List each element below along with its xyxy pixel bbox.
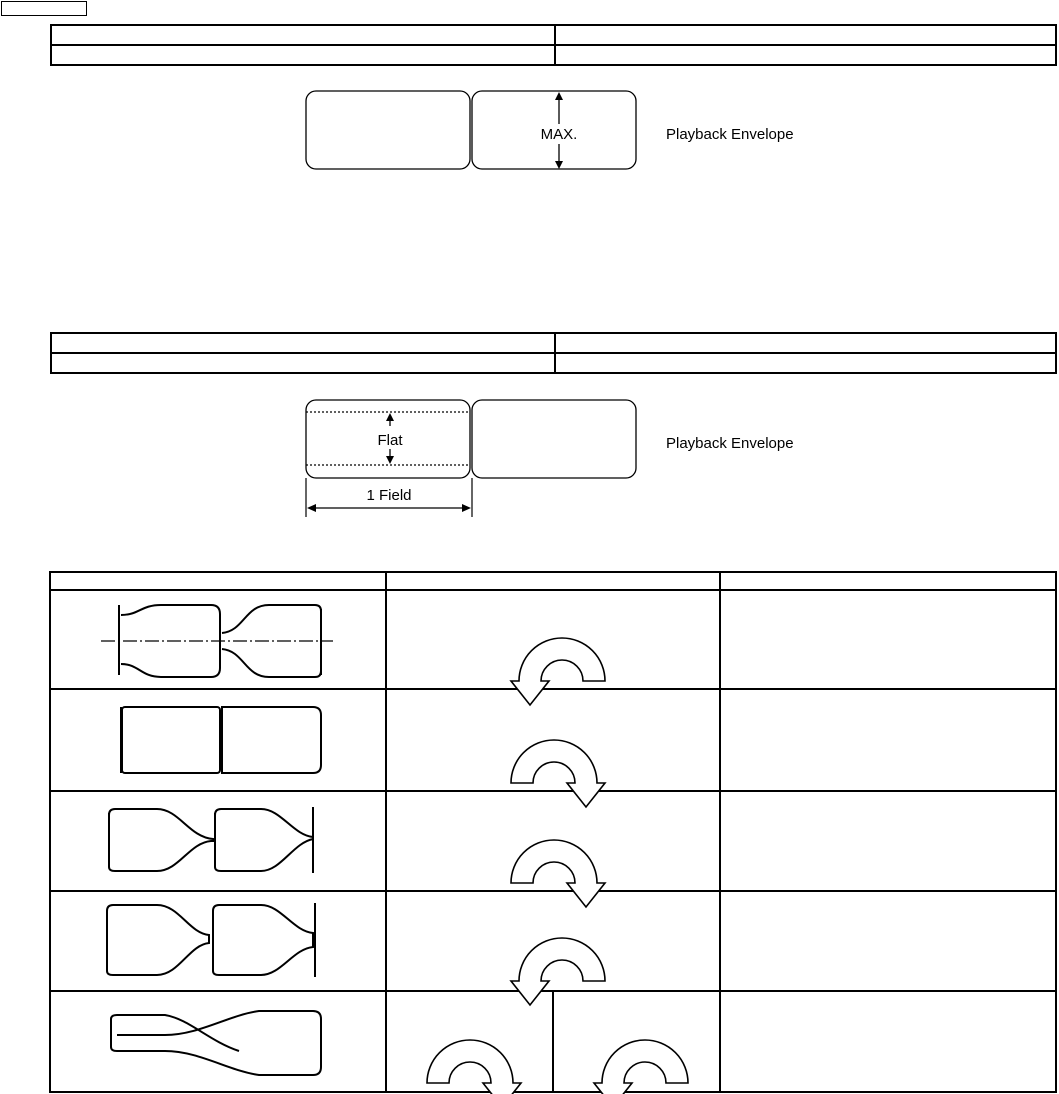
max-envelope-diagram xyxy=(300,86,820,178)
playback-envelope-label-1: Playback Envelope xyxy=(666,126,794,143)
header-table-1-column-divider xyxy=(554,26,556,64)
flat-label: Flat xyxy=(377,432,403,449)
flat-arrow-up-head xyxy=(386,413,394,421)
row2-rotation-clockwise-icon xyxy=(511,740,605,807)
row3-rotation-clockwise-icon xyxy=(511,840,605,907)
header-table-1 xyxy=(50,24,1057,66)
max-arrow-up-head xyxy=(555,92,563,100)
waveform-crossed xyxy=(111,1011,321,1075)
playback-envelope-label-2: Playback Envelope xyxy=(666,435,794,452)
field-dimension-right-head xyxy=(462,504,471,512)
row4-rotation-counterclockwise-icon xyxy=(511,938,605,1005)
max-arrow-down-head xyxy=(555,161,563,169)
waveform-flat xyxy=(121,707,321,773)
flat-arrow-down-head xyxy=(386,456,394,464)
field-label: 1 Field xyxy=(366,487,412,504)
waveform-tapered-both-sides xyxy=(101,605,333,677)
row1-rotation-counterclockwise-icon xyxy=(511,638,605,705)
header-table-2-column-divider xyxy=(554,334,556,372)
envelope-field-2 xyxy=(472,400,636,478)
waveform-tapered-right xyxy=(109,807,313,873)
tracking-adjustment-table xyxy=(49,571,1057,1094)
flat-envelope-diagram xyxy=(300,396,820,520)
field-dimension-left-head xyxy=(307,504,316,512)
waveform-tapered-right-flared xyxy=(107,903,315,977)
envelope-field-1 xyxy=(306,91,470,169)
row5-rotation-counterclockwise-icon xyxy=(594,1040,688,1094)
max-label: MAX. xyxy=(540,126,578,143)
row5-rotation-clockwise-icon xyxy=(427,1040,521,1094)
header-table-2 xyxy=(50,332,1057,374)
page-marker-box xyxy=(1,1,87,16)
